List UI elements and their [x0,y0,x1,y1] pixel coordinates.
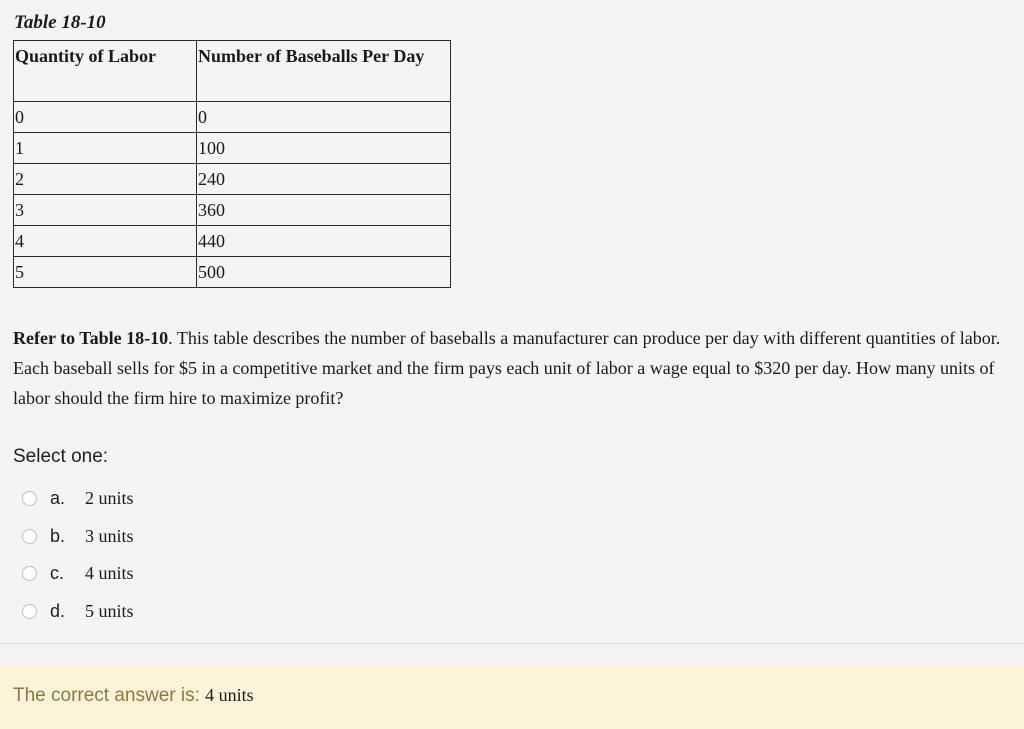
answer-option-b[interactable] [22,518,134,556]
table-cell: 240 [197,164,451,195]
table-cell: 0 [14,102,197,133]
question-body: . This table describes the number of baseballs a manufacturer can produce per day with different quantities of labor. Each baseball sells for $5 in a competitive market and the firm pays each unit of labor a wage equal to $320 per day. How many units of labor should the firm hire to maximize profit? [13,328,1001,408]
table-cell: 0 [197,102,451,133]
radio-button[interactable] [22,491,37,506]
option-letter: d. [50,600,66,621]
table-row [14,257,451,288]
answer-option-a[interactable] [22,480,134,518]
table-row [14,195,451,226]
question-text [13,323,1013,413]
radio-button[interactable] [22,566,37,581]
radio-button[interactable] [22,529,37,544]
option-text: 5 units [85,600,134,621]
option-text: 2 units [85,488,134,509]
table-cell: 5 [14,257,197,288]
option-letter: b. [50,525,66,546]
table-row [14,102,451,133]
radio-button[interactable] [22,604,37,619]
question-reference: Refer to Table 18-10 [13,328,169,348]
table-cell: 2 [14,164,197,195]
column-header-labor: Quantity of Labor [14,41,197,102]
option-letter: a. [50,488,66,509]
table-cell: 500 [197,257,451,288]
answer-option-d[interactable] [22,593,134,631]
select-one-label: Select one: [13,446,109,467]
table-caption: Table 18-10 [14,12,106,33]
answer-option-c[interactable] [22,555,134,593]
answer-options [22,480,134,630]
table-cell: 4 [14,226,197,257]
table-cell: 360 [197,195,451,226]
correct-answer-value: 4 units [205,685,254,705]
feedback-box [0,665,1024,729]
table-row [14,133,451,164]
table-cell: 1 [14,133,197,164]
correct-answer-label: The correct answer is: [13,685,206,706]
table-cell: 440 [197,226,451,257]
column-header-baseballs: Number of Baseballs Per Day [197,41,451,102]
table-row [14,226,451,257]
data-table [13,40,451,288]
table-cell: 100 [197,133,451,164]
option-text: 4 units [85,563,134,584]
table-row [14,164,451,195]
table-cell: 3 [14,195,197,226]
feedback-text [13,685,254,707]
option-letter: c. [50,563,65,584]
option-text: 3 units [85,525,134,546]
table-header-row [14,41,451,102]
